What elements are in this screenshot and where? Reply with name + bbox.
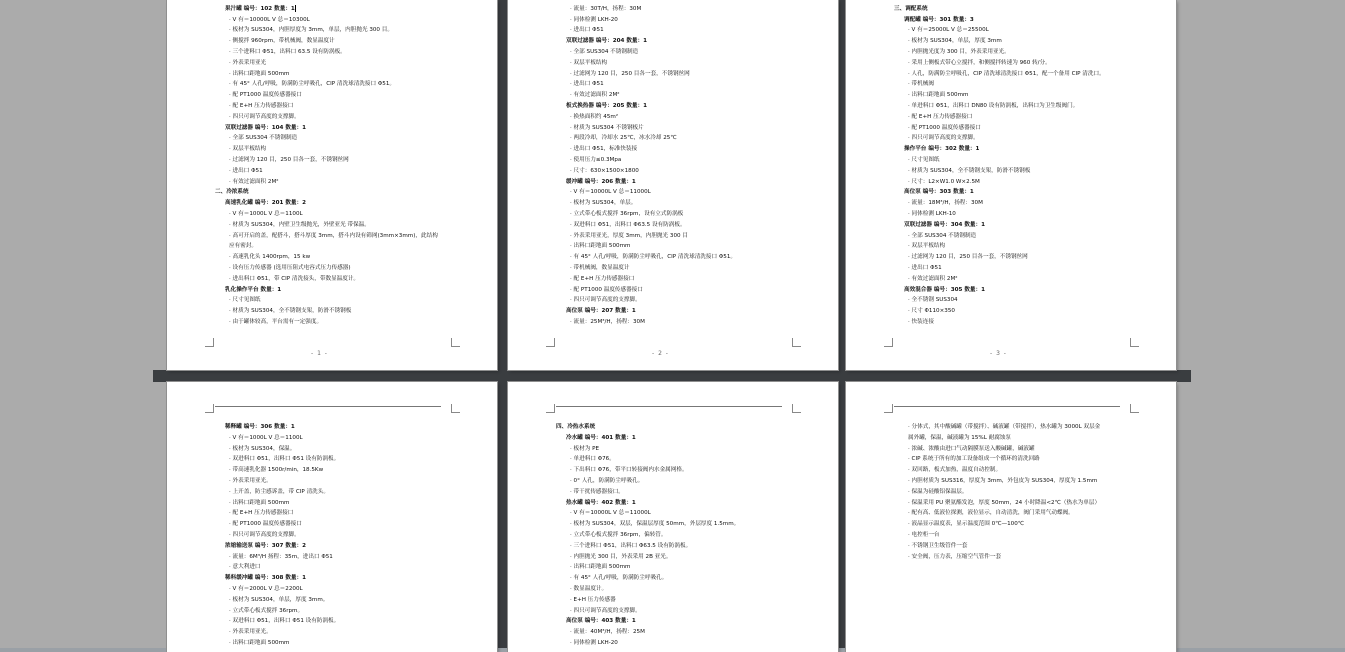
spec-line: · 浓碱、浓酸由进口气动隔膜泵送入酸碱罐，碱液罐 [908,445,1035,452]
header-rule [556,406,782,407]
item-heading: 板式换热器 编号：205 数量：1 [566,102,647,109]
spec-line: · 板材为 SUS304，保温。 [229,445,296,452]
spec-line: · 分体式，其中酸碱罐（带搅拌）、碱液罐（带搅拌），热水罐为 3000L 双层金 [908,424,1101,430]
spec-line: · 进出口 Φ51，标准快装接 [570,146,638,153]
spec-line: · 电控柜一台 [908,531,940,538]
spec-line: · 高可开启的盖，配搭斗，搭斗厚度 3mm，搭斗内设有筛网(3mm×3mm)，此结构 [229,232,438,239]
spec-line: · 配 PT1000 温度传感器接口 [570,286,643,293]
spec-line: · 配 E+H 压力传感器接口 [229,510,294,517]
spec-line: · 进出口 Φ51 [570,81,604,88]
spec-line: · 四只可调节高度的支撑脚。 [229,531,300,538]
crop-mark [205,404,214,413]
spec-line: · 有效过滤面积 2M² [570,92,620,99]
spec-line: · 配 PT1000 温度传感器接口 [229,92,302,99]
spec-line: · 有 45° 人孔/呼吸，防满防尘呼吸孔。 [570,575,668,582]
crop-mark [546,404,555,413]
spec-line: · 内胆抛光 300 目，外表采用 2B 亚光。 [570,553,672,560]
spec-line: 应有密封。 [229,243,257,250]
page-number: - 2 - [652,350,669,357]
spec-line: · 带高速乳化器 1500r/min，18.5Kw [229,467,324,474]
spec-line: · 同体检测 LKH-10 [908,210,956,217]
item-heading: 浓缩输送泵 编号：307 数量：2 [225,542,306,549]
spec-line: · 双进料口 Φ51，出料口 Φ51 设有防涡板。 [229,618,340,625]
spec-line: · 有效过滤面积 2M² [229,178,279,185]
crop-mark [792,404,801,413]
spec-line: · 单进料口 Φ76。 [570,456,615,463]
spec-line: · 外表采用亚光。 [229,629,272,636]
spec-line: · 流量：25M³/H，扬程：30M [570,318,645,325]
text-cursor [295,5,296,12]
spec-line: · 流量：6M³/H 扬程：35m，进出口 Φ51 [229,553,333,560]
header-rule [215,406,441,407]
spec-line: · 配有高、低液位探测，液位显示，自动清洗，阀门采用气动蝶阀。 [908,510,1074,517]
spec-line: · 人孔，防满防尘呼吸孔，CIP 清洗球清洗接口 Φ51，配一个备用 CIP 清洗口。 [908,70,1105,77]
spec-line: · V 有＝1000L V 总＝1100L [229,434,303,441]
spec-line: · 数显温度计。 [570,585,608,592]
crop-mark [205,338,214,347]
spec-line: · 材质为 SUS304 不锈钢板片 [570,124,644,131]
item-heading: 冷水罐 编号：401 数量：1 [566,434,636,441]
crop-mark [884,338,893,347]
spec-line: · 立式带心板式搅拌 36rpm。 [229,607,304,614]
spec-line: · 配 E+H 压力传感器接口 [570,275,635,282]
spec-line: · V 有＝10000L V 总＝11000L [570,189,651,196]
page-text [894,422,1100,562]
spec-line: · 四只可调节高度的支撑脚。 [570,297,641,304]
spec-line: 属外罐，保温，碱液罐为 15%L 耐腐蚀泵 [908,434,1012,441]
item-heading: 果汁罐 编号：102 数量：1 [225,5,295,12]
spec-line: · 外表采用亚光 [229,59,267,66]
spec-line: · 双层平板结构 [570,59,608,66]
spec-line: · 材质为 SUS304，全不锈钢支架，防滑不锈钢板 [908,167,1031,174]
spec-line: · 三个进料口 Φ51，出料口 63.5 设有防涡板。 [229,48,346,55]
page-text [215,422,339,649]
spec-line: · 外表采用亚光。 [229,477,272,484]
spec-line: · 出料口距地面 500mm [229,639,290,646]
spec-line: · 出料口距地面 500mm [229,499,290,506]
spec-line: · 有 45° 人孔/呼吸，防满防尘呼吸孔，CIP 清洗球清洗接口 Φ51。 [570,254,736,261]
spec-line: · 双进料口 Φ51，出料口 Φ51 设有防涡板。 [229,456,340,463]
item-heading: 高位泵 编号：207 数量：1 [566,308,636,315]
item-heading: 热水罐 编号：402 数量：1 [566,499,636,506]
crop-mark [792,338,801,347]
spec-line: · 保温为硅酸铝保温层。 [908,488,968,495]
item-heading: 高位泵 编号：303 数量：1 [904,189,974,196]
spec-line: · 不锈钢卫生级管件一套 [908,542,968,549]
spec-line: · 流量：30T/H，扬程：30M [570,5,642,12]
spec-line: · 流量：40M³/H，扬程：25M [570,629,645,636]
item-heading: 双联过滤器 编号：204 数量：1 [566,38,647,45]
spec-line: · V 有＝10000L V 总＝10300L [229,16,310,23]
spec-line: · 快装连接 [908,318,934,325]
spec-line: · 板材为 SUS304，内胆厚度为 3mm，单层，内胆抛光 300 目。 [229,27,393,34]
spec-line: · 双回路，板式加热，温度自动控制。 [908,467,1002,474]
spec-line: · 立式带心板式搅拌 36rpm，设有立式防涡板 [570,210,684,217]
spec-line: · V 有＝25000L V 总＝25500L [908,27,989,34]
spec-line: · 过滤网为 120 目，250 目各一套，不锈钢丝网 [570,70,690,77]
spec-line: · 板材为 SUS304，双层，保温层厚度 50mm，外层厚度 1.5mm。 [570,521,740,528]
spec-line: · 过滤网为 120 目，250 目各一套，不锈钢丝网 [908,254,1028,261]
spec-line: · 出料口距地面 500mm [229,70,290,77]
document-page-5[interactable] [508,382,838,652]
spec-line: · V 有＝2000L V 总＝2200L [229,585,303,592]
spec-line: · 意大利进口 [229,564,261,571]
spec-line: · 出料口距地面 500mm [570,243,631,250]
spec-line: · 液晶显示温度表，显示温度范围 0℃—100℃ [908,521,1025,528]
spec-line: · 双层平板结构 [908,243,946,250]
spec-line: · 四只可调节高度的支撑脚。 [570,607,641,614]
item-heading: 稀释罐 编号：306 数量：1 [225,424,295,430]
spec-line: · 全部 SUS304 不锈钢制造 [570,48,639,55]
spec-line: · 使用压力≤0.3Mpa [570,156,622,163]
crop-mark [546,338,555,347]
item-heading: 缓冲罐 编号：206 数量：1 [566,178,636,185]
spec-line: · 板材为 SUS304，单层，厚度 3mm。 [229,596,329,603]
crop-mark [451,338,460,347]
spec-line: · 双进料口 Φ51，出料口 Φ63.5 设有防涡板。 [570,221,686,228]
page-gap-horizontal [153,370,1191,382]
spec-line: · 下出料口 Φ76，带平口转接阀内水金属网格。 [570,467,688,474]
crop-mark [884,404,893,413]
spec-line: · 全不锈钢 SUS304 [908,297,958,304]
spec-line: · 尺寸见图纸 [229,297,261,304]
spec-line: · 有 45° 人孔/呼吸，防满防尘呼吸孔，CIP 清洗球清洗接口 Φ51。 [229,81,395,88]
spec-line: · V 有＝1000L V 总＝1100L [229,210,303,217]
spec-line: · 采用上侧板式带心立搅拌，和侧搅拌转速为 960 转/分。 [908,59,1051,66]
item-heading: 双联过滤器 编号：304 数量：1 [904,221,985,228]
spec-line: · 板材为 PE [570,445,600,452]
item-heading: 调配罐 编号：301 数量：3 [904,16,974,23]
spec-line: · 内胆材质为 SUS316，厚度为 3mm，外包皮为 SUS304，厚度为 1.5mm [908,477,1098,484]
spec-line: · E+H 压力传感器 [570,596,616,603]
spec-line: · 配 E+H 压力传感器接口 [908,113,973,120]
spec-line: · 配 PT1000 温度传感器接口 [908,124,981,131]
spec-line: · 尺寸见图纸 [908,156,940,163]
page-text [215,0,438,328]
document-page-3[interactable] [846,0,1176,370]
spec-line: · CIP 系统于所有的加工设备组成一个循环的清洗回路 [908,456,1040,463]
spec-line: · 双层平板结构 [229,146,267,153]
spec-line: · 三个进料口 Φ51，出料口 Φ63.5 设有防涡板。 [570,542,692,549]
header-rule [894,406,1120,407]
spec-line: · 材质为 SUS304，内壁卫生级抛光，外壁亚光 带保温。 [229,221,370,228]
spec-line: · 由于罐体较高，平台需有一定强度。 [229,318,323,325]
spec-line: · 带机械阀 [908,81,934,88]
crop-mark [451,404,460,413]
item-heading: 高位泵 编号：403 数量：1 [566,618,636,625]
spec-line: · 高速乳化头 1400rpm，15 kw [229,254,311,261]
spec-line: · 尺寸：630×1500×1800 [570,167,639,174]
document-page-2[interactable] [508,0,838,370]
spec-line: · 流量：18M³/H，扬程：30M [908,200,983,207]
page-text [894,0,1105,328]
item-heading: 高效混合器 编号：305 数量：1 [904,286,985,293]
item-heading: 高速乳化罐 编号：201 数量：2 [225,200,306,207]
spec-line: · 同体检测 LKH-20 [570,639,618,646]
spec-line: · 四只可调节高度的支撑脚。 [229,113,300,120]
document-page-4[interactable] [167,382,497,652]
spec-line: · 出料口距地面 500mm [570,564,631,571]
spec-line: · 四只可调节高度的支撑脚。 [908,135,979,142]
spec-line: · 内胆抛光度为 300 目，外表采用亚光。 [908,48,1010,55]
page-number: - 3 - [990,350,1007,357]
page-text [556,0,736,328]
spec-line: · 配 E+H 压力传感器接口 [229,102,294,109]
spec-line: · 板材为 SUS304，单层，厚度 3mm [908,38,1002,45]
spec-line: · 外表采用亚光，厚度 3mm，内胆抛光 300 目 [570,232,688,239]
spec-line: · 上开盖，防尘感诉盖，带 CIP 清洗头。 [229,488,329,495]
spec-line: · 有效过滤面积 2M² [908,275,958,282]
spec-line: · 尺寸 Φ110×350 [908,308,955,315]
document-page-6[interactable] [846,382,1176,652]
spec-line: · 全部 SUS304 不锈钢制造 [229,135,298,142]
spec-line: · 同体检测 LKH-20 [570,16,618,23]
spec-line: · V 有＝10000L V 总＝11000L [570,510,651,517]
spec-line: · 全部 SUS304 不锈钢制造 [908,232,977,239]
item-heading: 双联过滤器 编号：104 数量：1 [225,124,306,131]
spec-line: · 单进料口 Φ51，出料口 DN80 设有防涡板，出料口为卫生级阀门。 [908,102,1079,109]
spec-line: · 尺寸：L2×W1.0 W×2.5M [908,178,980,185]
section-heading: 三、调配系统 [894,5,928,12]
spec-line: · 配 PT1000 温度传感器接口 [229,521,302,528]
spec-line: · 侧搅拌 960rpm，带机械阀，数显温度计 [229,38,335,45]
document-page-1[interactable] [167,0,497,370]
crop-mark [1130,338,1139,347]
section-heading: 四、冷热水系统 [556,424,596,430]
spec-line: · 进出口 Φ51 [908,264,942,271]
spec-line: · 安全阀，压力表，压缩空气管件一套 [908,553,1002,560]
spec-line: · 换热面积约 45m² [570,113,619,120]
spec-line: · 0° 人孔，防满防尘呼吸孔。 [570,477,644,484]
page-text [556,422,739,649]
spec-line: · 过滤网为 120 目，250 目各一套，不锈钢丝网 [229,156,349,163]
spec-line: · 保温采用 PU 聚氨酯发泡，厚度 50mm，24 小时降温<2℃（热水为单层） [908,499,1101,506]
section-heading: 二、冷浓系统 [215,189,249,196]
spec-line: · 两段冷却，冷却水 25℃，冰水冷却 25℃ [570,135,677,142]
spec-line: · 带机械阀，数显温度计 [570,264,630,271]
spec-line: · 立式带心板式搅拌 36rpm，偏转管。 [570,531,667,538]
item-heading: 稀料缓冲罐 编号：308 数量：1 [225,575,306,582]
crop-mark [1130,404,1139,413]
item-heading: 操作平台 编号：302 数量：1 [904,146,980,153]
spec-line: · 进出口 Φ51 [229,167,263,174]
spec-line: · 出料口距地面 500mm [908,92,969,99]
spec-line: · 带干扰传感器接口。 [570,488,624,495]
spec-line: · 进出口 Φ51 [570,27,604,34]
spec-line: · 板材为 SUS304，单层。 [570,200,637,207]
spec-line: · 设有压力传感器 (选用压阻式电容式压力传感器) [229,264,351,271]
page-number: - 1 - [311,350,328,357]
spec-line: · 进出料口 Φ51，带 CIP 清洗接头，带数显温度计。 [229,275,360,282]
item-heading: 乳化操作平台 数量：1 [225,286,282,293]
spec-line: · 材质为 SUS304，全不锈钢支架，防滑不锈钢板 [229,308,352,315]
